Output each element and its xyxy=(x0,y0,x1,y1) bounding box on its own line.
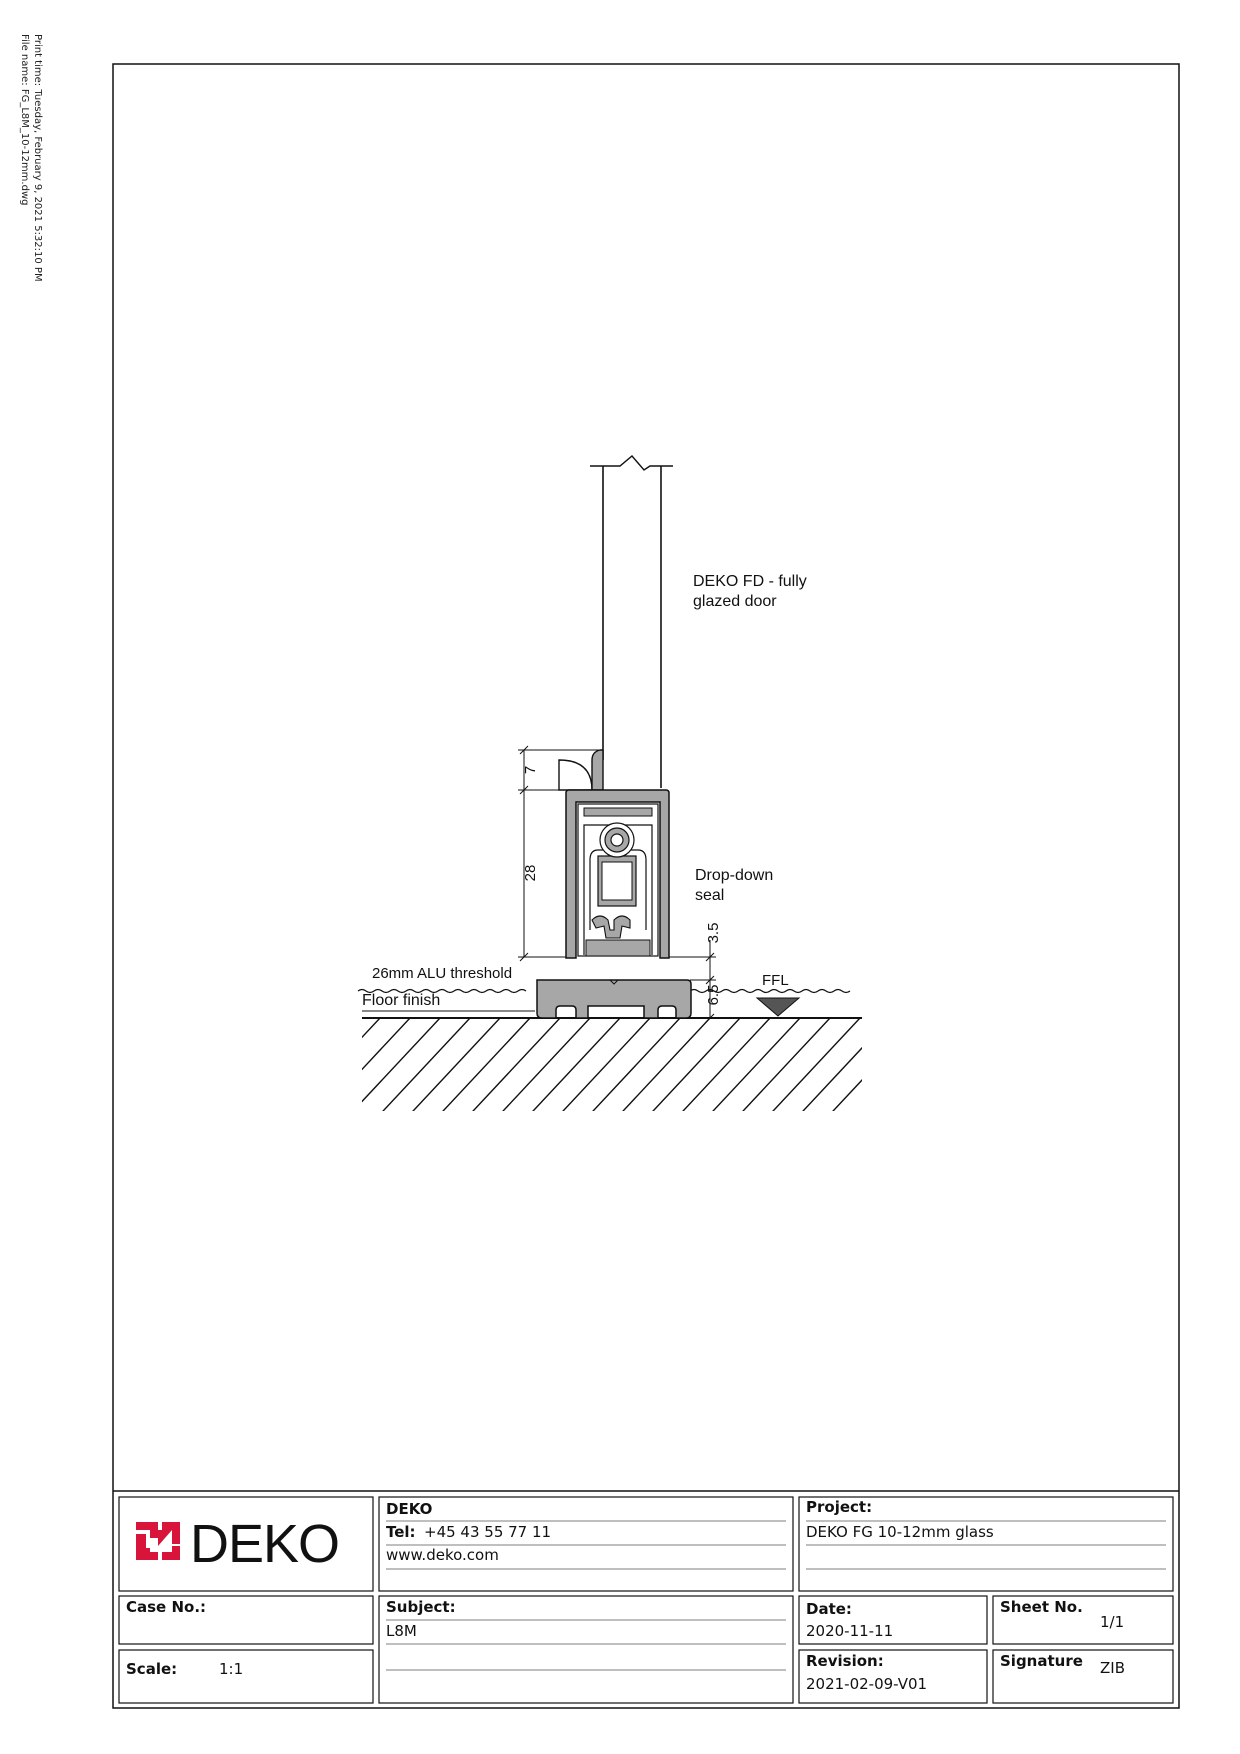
ffl-label: FFL xyxy=(762,972,789,989)
project-value: DEKO FG 10-12mm glass xyxy=(806,1523,994,1541)
date-value: 2020-11-11 xyxy=(806,1622,894,1640)
l8m-profile xyxy=(559,750,669,958)
seal-label-line1: Drop-down xyxy=(695,867,774,884)
door-label-line1: DEKO FD - fully xyxy=(693,573,807,590)
ffl-marker xyxy=(757,998,799,1016)
file-name: File name: FG_L8M_10-12mm.dwg xyxy=(19,34,30,206)
company-name: DEKO xyxy=(386,1500,433,1518)
door-label-line2: glazed door xyxy=(693,593,777,610)
signature-label: Signature xyxy=(1000,1652,1083,1670)
revision-value: 2021-02-09-V01 xyxy=(806,1675,928,1693)
deko-logo-mark-icon xyxy=(136,1522,180,1560)
section-drawing xyxy=(280,456,950,1125)
dim-28: 28 xyxy=(522,864,539,882)
seal-label-line2: seal xyxy=(695,887,725,904)
project-label: Project: xyxy=(806,1498,873,1516)
glass-door xyxy=(590,456,673,788)
dim-3-5: 3.5 xyxy=(705,922,722,944)
subject-label: Subject: xyxy=(386,1598,456,1616)
subject-value: L8M xyxy=(386,1622,417,1640)
ground-hatch xyxy=(280,1018,950,1125)
alu-threshold xyxy=(537,980,691,1018)
deko-logo-text: DEKO xyxy=(190,1514,340,1574)
dim-7: 7 xyxy=(522,765,539,775)
case-no-label: Case No.: xyxy=(126,1598,207,1616)
scale-label: Scale: xyxy=(126,1660,178,1678)
website-link[interactable]: www.deko.com xyxy=(386,1546,499,1564)
date-label: Date: xyxy=(806,1600,852,1618)
tel-value: +45 43 55 77 11 xyxy=(424,1523,552,1541)
sheet-no-label: Sheet No. xyxy=(1000,1598,1083,1616)
scale-value: 1:1 xyxy=(219,1660,244,1678)
dim-6-5: 6.5 xyxy=(705,984,722,1006)
print-time: Print time: Tuesday, February 9, 2021 5:32:10 PM xyxy=(32,34,43,282)
sheet-no-value: 1/1 xyxy=(1100,1613,1125,1631)
revision-label: Revision: xyxy=(806,1652,884,1670)
signature-value: ZIB xyxy=(1100,1659,1125,1677)
tel-label: Tel: xyxy=(386,1523,416,1541)
threshold-label: 26mm ALU threshold xyxy=(372,965,513,982)
floor-finish-label: Floor finish xyxy=(362,992,441,1009)
